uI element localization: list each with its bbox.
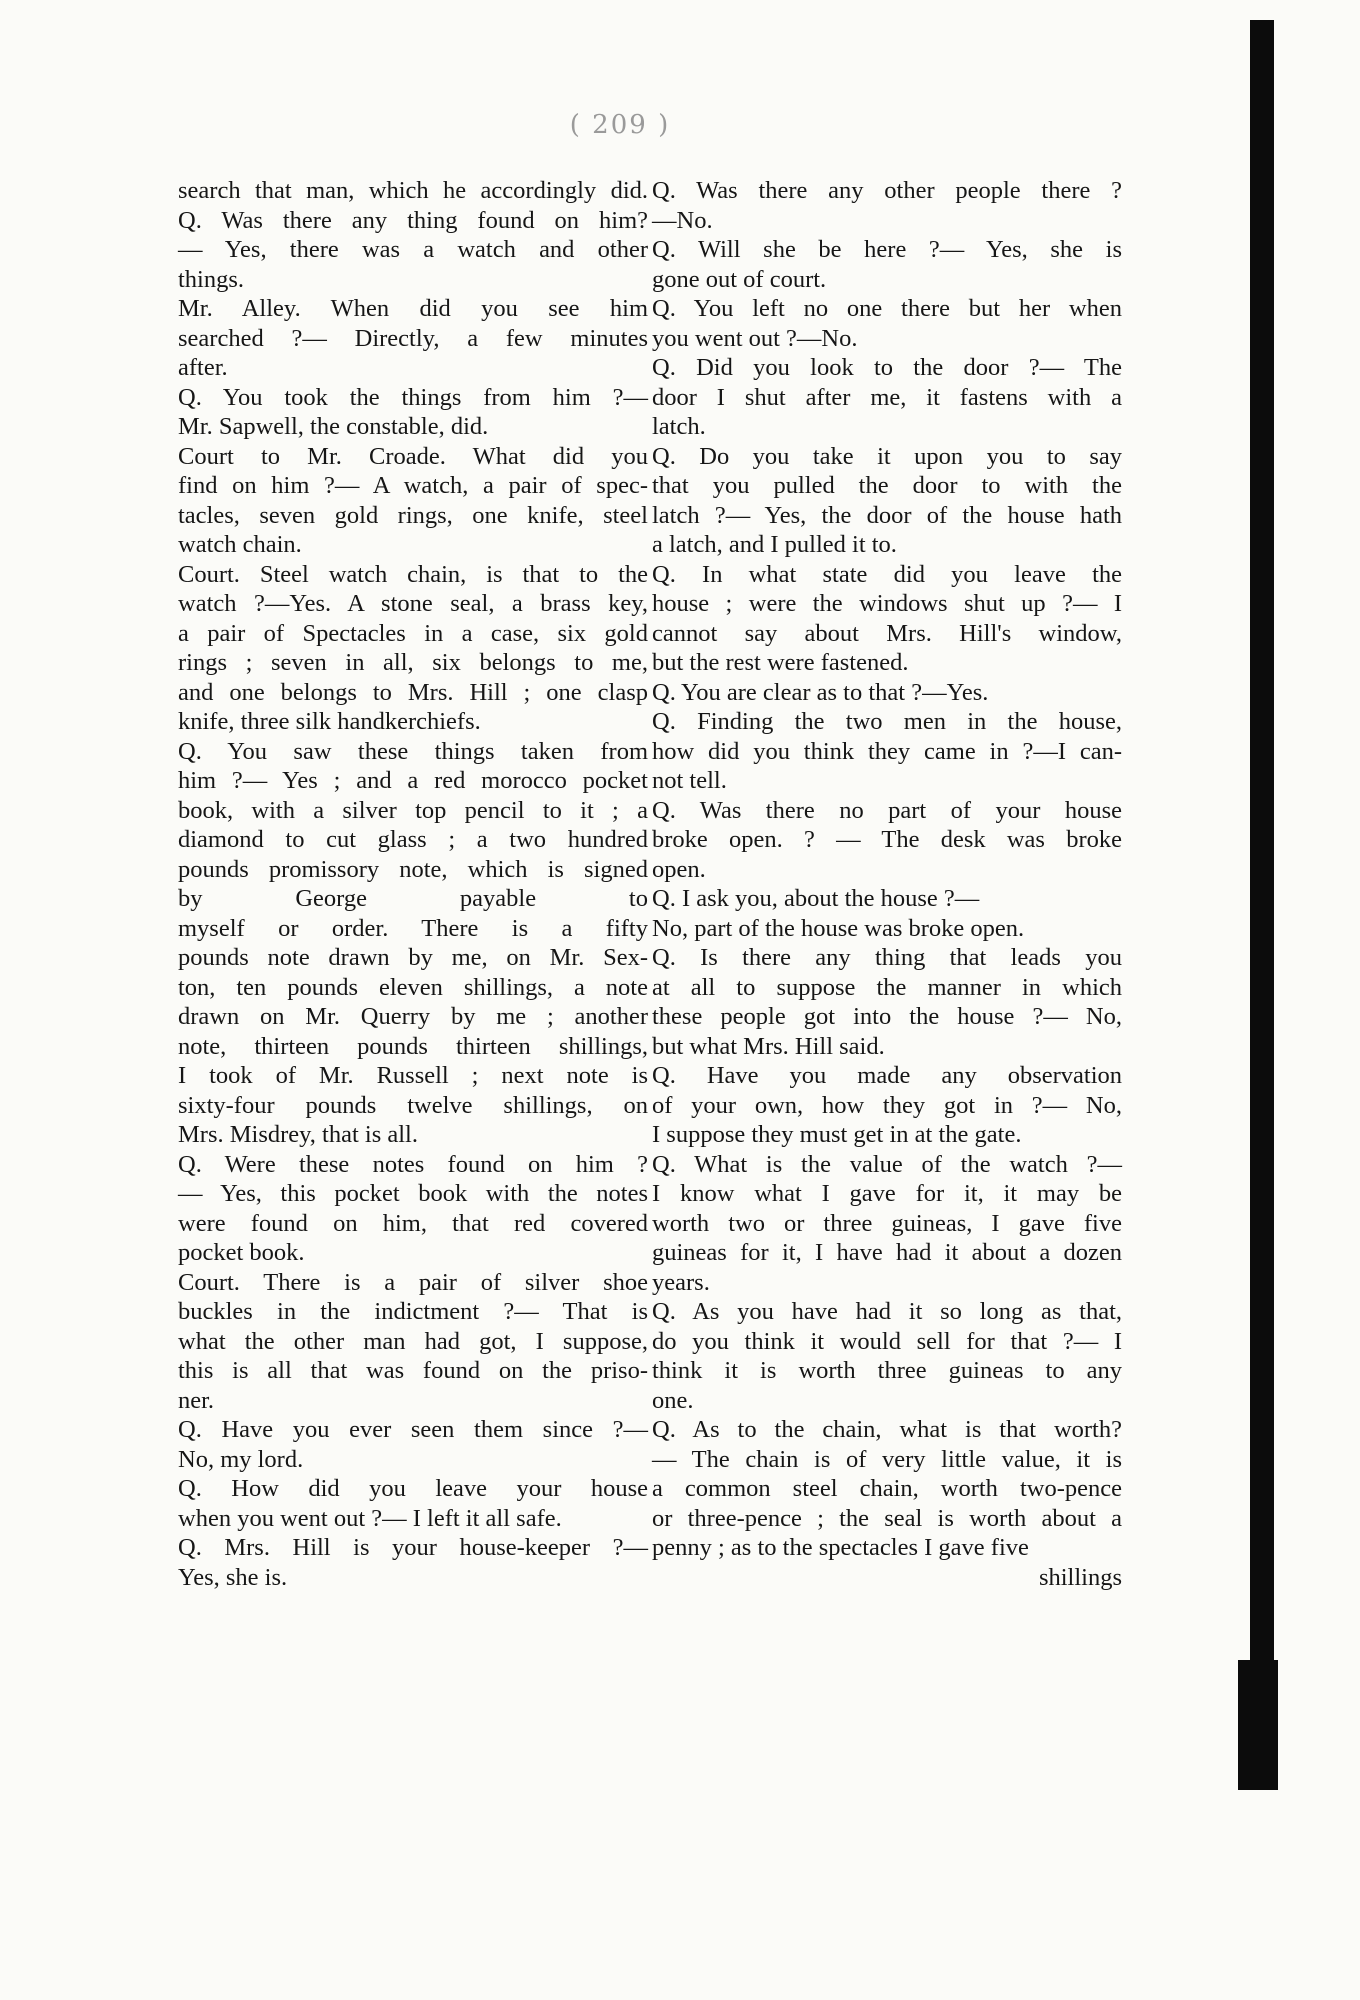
binding-edge-lower	[1238, 1660, 1278, 1790]
text-line: that you pulled the door to with the	[652, 472, 1122, 499]
page-number: ( 209 )	[569, 110, 671, 140]
text-line: after.	[178, 354, 228, 381]
text-line: Court to Mr. Croade. What did you	[178, 442, 648, 470]
text-line: shillings	[1038, 1563, 1122, 1591]
right-text-column	[652, 176, 1122, 1592]
text-line: but the rest were fastened.	[652, 649, 909, 676]
text-line: Yes, she is.	[178, 1563, 288, 1591]
text-line: Q. Do you take it upon you to say	[652, 442, 1122, 470]
text-line: — The chain is of very little value, it is	[652, 1445, 1122, 1473]
text-line: Q. You took the things from him ?—	[178, 383, 648, 411]
text-line: at all to suppose the manner in which	[652, 973, 1122, 1001]
text-line: sixty-four pounds twelve shillings, on	[178, 1091, 648, 1119]
text-line: buckles in the indictment ?— That is	[178, 1298, 648, 1325]
text-line: drawn on Mr. Querry by me ; another	[178, 1003, 648, 1030]
text-line: door I shut after me, it fastens with a	[652, 383, 1122, 411]
text-line: and one belongs to Mrs. Hill ; one clasp	[178, 678, 648, 706]
text-line: Mr. Alley. When did you see him	[178, 295, 648, 322]
text-line: years.	[652, 1268, 710, 1296]
text-line: Q. You are clear as to that ?—Yes.	[652, 678, 989, 706]
text-line: latch.	[652, 413, 706, 440]
text-line: gone out of court.	[652, 265, 827, 293]
text-line: Q. Did you look to the door ?— The	[652, 354, 1122, 381]
text-line: myself or order. There is a fifty	[178, 914, 648, 942]
text-line: — Yes, there was a watch and other	[178, 236, 648, 263]
text-line: diamond to cut glass ; a two hundred	[178, 826, 648, 853]
text-line: searched ?— Directly, a few minutes	[178, 324, 648, 352]
text-line: this is all that was found on the priso-	[178, 1357, 648, 1384]
text-line: pounds promissory note, which is signed	[178, 855, 648, 883]
text-line: tacles, seven gold rings, one knife, steel	[178, 501, 648, 529]
text-line: rings ; seven in all, six belongs to me,	[178, 649, 648, 676]
text-line: note, thirteen pounds thirteen shillings,	[178, 1032, 648, 1060]
text-line: Q. Mrs. Hill is your house-keeper ?—	[178, 1534, 648, 1561]
text-line: what the other man had got, I suppose,	[178, 1327, 648, 1355]
text-line: I suppose they must get in at the gate.	[652, 1121, 1022, 1148]
text-line: a common steel chain, worth two-pence	[652, 1475, 1122, 1502]
text-line: —No.	[652, 206, 713, 234]
left-text-column	[178, 176, 648, 1592]
text-line: — Yes, this pocket book with the notes	[178, 1180, 648, 1207]
text-line: guineas for it, I have had it about a dozen	[652, 1239, 1122, 1266]
text-line: house ; were the windows shut up ?— I	[652, 590, 1122, 617]
text-line: a pair of Spectacles in a case, six gold	[178, 619, 648, 647]
text-line: Q. Was there no part of your house	[652, 796, 1122, 824]
text-line: how did you think they came in ?—I can-	[652, 737, 1122, 765]
text-line: things.	[178, 265, 245, 293]
text-line: by George payable to	[178, 885, 648, 912]
text-line: Q. Was there any thing found on him?	[178, 206, 648, 234]
text-line: a latch, and I pulled it to.	[652, 531, 897, 558]
text-line: Mrs. Misdrey, that is all.	[178, 1121, 418, 1148]
text-line: Mr. Sapwell, the constable, did.	[178, 413, 489, 440]
binding-edge	[1250, 20, 1274, 1680]
text-line: ner.	[178, 1386, 215, 1414]
text-line: when you went out ?— I left it all safe.	[178, 1504, 562, 1532]
text-line: were found on him, that red covered	[178, 1209, 648, 1237]
text-line: ton, ten pounds eleven shillings, a note	[178, 973, 648, 1001]
text-line: watch ?—Yes. A stone seal, a brass key,	[178, 590, 648, 617]
text-line: do you think it would sell for that ?— I	[652, 1327, 1122, 1355]
text-line: Q. Were these notes found on him ?	[178, 1150, 648, 1178]
text-line: latch ?— Yes, the door of the house hath	[652, 501, 1122, 529]
text-line: you went out ?—No.	[652, 324, 858, 352]
text-line: find on him ?— A watch, a pair of spec-	[178, 472, 648, 499]
text-line: Q. As to the chain, what is that worth?	[652, 1416, 1122, 1443]
text-line: knife, three silk handkerchiefs.	[178, 708, 481, 735]
text-line: Q. What is the value of the watch ?—	[652, 1150, 1122, 1178]
text-line: open.	[652, 855, 706, 883]
text-line: Q. Have you ever seen them since ?—	[178, 1416, 648, 1443]
text-line: cannot say about Mrs. Hill's window,	[652, 619, 1122, 647]
text-line: worth two or three guineas, I gave five	[652, 1209, 1122, 1237]
text-line: I took of Mr. Russell ; next note is	[178, 1062, 648, 1089]
text-line: Q. As you have had it so long as that,	[652, 1298, 1122, 1325]
text-line: of your own, how they got in ?— No,	[652, 1091, 1122, 1119]
text-line: Q. You left no one there but her when	[652, 295, 1122, 322]
text-line: think it is worth three guineas to any	[652, 1357, 1122, 1384]
text-line: watch chain.	[178, 531, 302, 558]
text-line: No, part of the house was broke open.	[652, 914, 1025, 942]
text-line: Q. How did you leave your house	[178, 1475, 648, 1502]
text-line: Q. I ask you, about the house ?—	[652, 885, 980, 912]
text-line: or three-pence ; the seal is worth about a	[652, 1504, 1122, 1532]
text-line: these people got into the house ?— No,	[652, 1003, 1122, 1030]
text-line: Court. Steel watch chain, is that to the	[178, 560, 648, 588]
text-line: pounds note drawn by me, on Mr. Sex-	[178, 944, 648, 971]
text-line: but what Mrs. Hill said.	[652, 1032, 885, 1060]
text-line: Q. Have you made any observation	[652, 1062, 1122, 1089]
text-line: search that man, which he accordingly did.	[178, 177, 648, 204]
text-line: pocket book.	[178, 1239, 305, 1266]
text-line: Q. In what state did you leave the	[652, 560, 1122, 588]
text-line: Court. There is a pair of silver shoe	[178, 1268, 648, 1296]
text-line: Q. Finding the two men in the house,	[652, 708, 1122, 735]
text-line: book, with a silver top pencil to it ; a	[178, 796, 648, 824]
text-line: Q. Was there any other people there ?	[652, 177, 1122, 204]
text-line: broke open. ? — The desk was broke	[652, 826, 1122, 853]
text-line: not tell.	[652, 767, 727, 794]
text-line: I know what I gave for it, it may be	[652, 1180, 1122, 1207]
text-line: Q. You saw these things taken from	[178, 737, 648, 765]
text-line: penny ; as to the spectacles I gave five	[652, 1534, 1029, 1561]
text-line: No, my lord.	[178, 1445, 304, 1473]
text-line: Q. Will she be here ?— Yes, she is	[652, 236, 1122, 263]
text-line: one.	[652, 1386, 694, 1414]
text-line: Q. Is there any thing that leads you	[652, 944, 1122, 971]
text-line: him ?— Yes ; and a red morocco pocket	[178, 767, 648, 794]
